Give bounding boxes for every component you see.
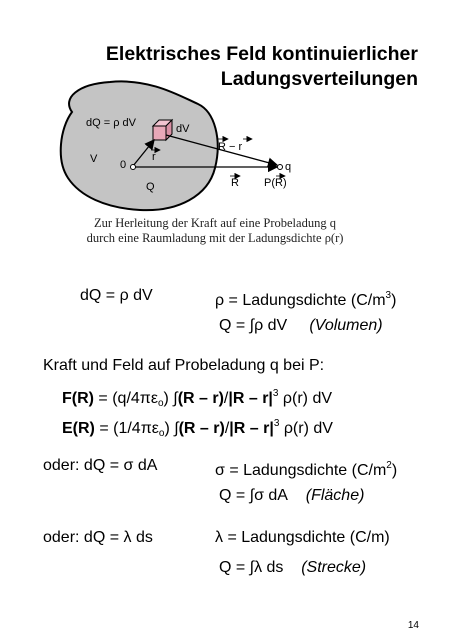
surface-dQ: oder: dQ = σ dA <box>43 457 158 474</box>
page-number: 14 <box>407 620 419 631</box>
volume-integral: Q = ∫ρ dV (Volumen) <box>219 317 383 334</box>
label-r: r <box>152 151 156 163</box>
line-density: λ = Ladungsdichte (C/m) <box>215 529 390 546</box>
field-equation: $E(R) = (1/4\pi\varepsilon_o)$ $\int(R - r)/|R - r|^3$ ρ(r) dV <box>62 418 333 439</box>
label-P-of-R: P(R) <box>264 177 287 189</box>
label-Q: Q <box>146 181 155 193</box>
volume-element-cube <box>153 120 172 140</box>
test-charge-point <box>278 165 283 170</box>
caption-line-1: Zur Herleitung der Kraft auf eine Probeladung q <box>94 216 336 230</box>
line-integral: Q = ∫λ ds (Strecke) <box>219 559 367 576</box>
label-q: q <box>285 161 292 173</box>
label-R: R <box>231 177 239 189</box>
line-dQ: oder: dQ = λ ds <box>43 529 153 546</box>
label-origin: 0 <box>120 159 127 171</box>
charge-blob <box>61 81 218 210</box>
label-R-minus-r: R − r <box>218 141 243 153</box>
title-line-1: Elektrisches Feld kontinuierlicher <box>105 43 418 65</box>
force-heading: Kraft und Feld auf Probeladung q bei P: <box>43 357 325 374</box>
origin-point <box>131 165 136 170</box>
surface-density: σ = Ladungsdichte $(C/m^2)$ <box>215 460 398 479</box>
label-V: V <box>90 153 98 165</box>
label-dV: dV <box>176 123 190 135</box>
caption-line-2: durch eine Raumladung mit der Ladungsdichte ρ(r) <box>86 231 344 245</box>
force-equation: $F(R) = (q/4\pi\varepsilon_o)$ $\int(R - r)/|R - r|^3$ ρ(r) dV <box>62 388 333 409</box>
surface-integral: Q = ∫σ dA (Fläche) <box>219 487 365 504</box>
figure-caption <box>45 216 385 246</box>
volume-density: ρ = Ladungsdichte $(C/m^3)$ <box>215 290 397 309</box>
volume-dQ: dQ = ρ dV <box>80 287 153 304</box>
label-dQ: dQ = ρ dV <box>86 117 136 129</box>
title-line-2: Ladungsverteilungen <box>220 68 418 90</box>
